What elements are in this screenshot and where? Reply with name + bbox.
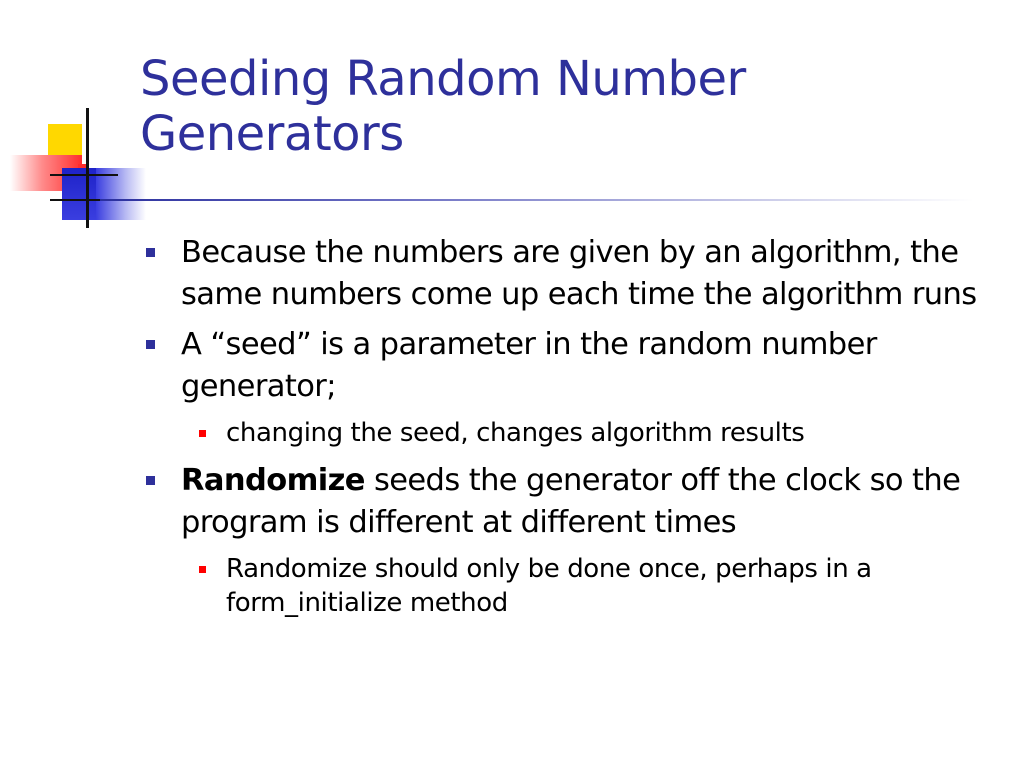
- sub-bullet-item-2-1: [181, 416, 980, 450]
- bullet-bold-keyword: Randomize: [181, 463, 365, 498]
- bullet-item-2: [140, 324, 980, 408]
- slide-title-line-2: Generators: [140, 106, 404, 162]
- logo-horizontal-line-top: [50, 174, 118, 176]
- slide-logo-graphic-icon: [0, 0, 150, 240]
- square-bullet-icon: [146, 248, 155, 257]
- bullet-text: seeds the generator off the clock so the program is different at different times: [181, 463, 961, 540]
- square-bullet-icon: [146, 340, 155, 349]
- bullet-text: A “seed” is a parameter in the random number generator;: [181, 327, 877, 404]
- square-bullet-icon: [146, 476, 155, 485]
- slide-title-line-1: Seeding Random Number: [140, 51, 746, 107]
- sub-bullet-text: Randomize should only be done once, perhaps in a form_initialize method: [226, 554, 872, 618]
- small-square-bullet-icon: [199, 566, 206, 573]
- bullet-item-1: [140, 232, 980, 316]
- logo-vertical-line: [86, 108, 89, 228]
- small-square-bullet-icon: [199, 430, 206, 437]
- bullet-item-3: [140, 460, 980, 544]
- sub-bullet-text: changing the seed, changes algorithm results: [226, 418, 805, 448]
- slide-title: [140, 52, 1000, 162]
- sub-bullet-item-3-1: [181, 552, 980, 620]
- bullet-text: Because the numbers are given by an algorithm, the same numbers come up each time the algorithm runs: [181, 235, 977, 312]
- slide-body: [140, 232, 980, 630]
- title-divider: [100, 199, 974, 201]
